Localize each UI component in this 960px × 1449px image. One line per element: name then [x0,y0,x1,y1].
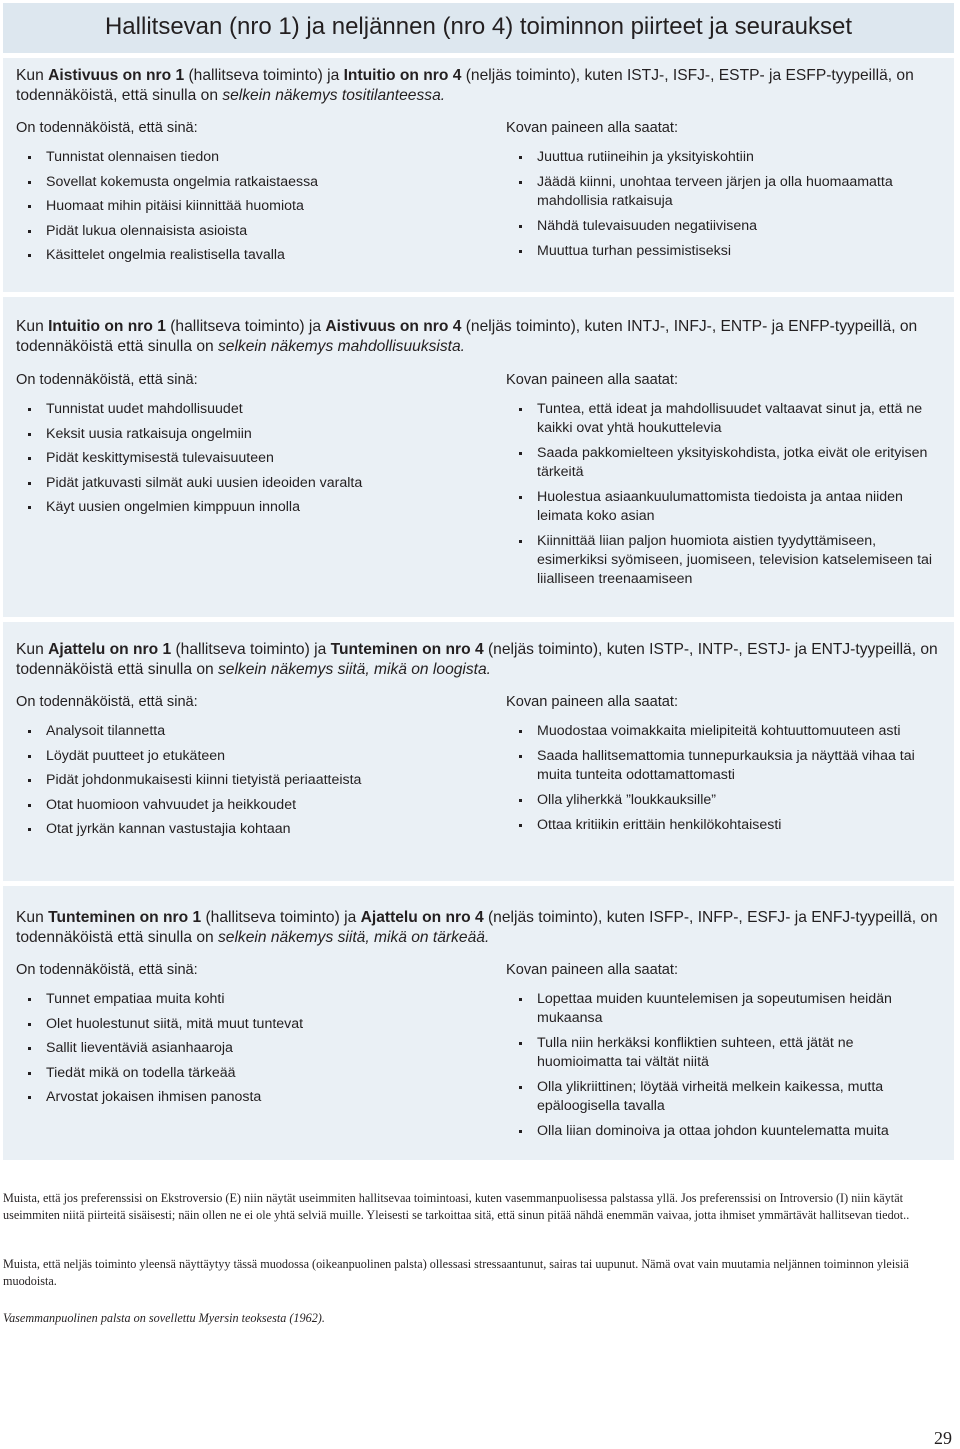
list-item: Jäädä kiinni, unohtaa terveen järjen ja olla huomaamatta mahdollisia ratkaisuja [507,173,917,211]
traits-list [16,990,491,1107]
list-item: Huomaat mihin pitäisi kiinnittää huomiota [16,197,491,216]
traits-list [16,148,491,265]
list-item: Ottaa kritiikin erittäin henkilökohtaisesti [507,816,932,835]
list-item: Tulla niin herkäksi konfliktien suhteen, että jätät ne huomioimatta tai vältät niitä [507,1034,927,1072]
list-item: Keksit uusia ratkaisuja ongelmiin [16,425,491,444]
section-intuition [3,297,954,617]
list-item: Olla yliherkkä ”loukkauksille” [507,791,932,810]
right-column-heading: Kovan paineen alla saatat: [506,372,679,388]
section-intro: Kun Intuitio on nro 1 (hallitseva toiminto) ja Aistivuus on nro 4 (neljäs toiminto), kuten INTJ-, INFJ-, ENTP- ja ENFP-tyypeillä, on todennäköistä että sinulla on selkein näkemys mahdollisuuksista. [16,318,918,355]
list-item: Olla liian dominoiva ja ottaa johdon kuuntelematta muita [507,1122,927,1141]
list-item: Saada hallitsemattomia tunnepurkauksia ja näyttää vihaa tai muita tunteita odottamattomasti [507,747,932,785]
traits-list [16,400,491,517]
stress-list [507,722,932,835]
section-thinking [3,622,954,881]
list-item: Pidät johdonmukaisesti kiinni tietyistä periaatteista [16,771,491,790]
list-item: Juuttua rutiineihin ja yksityiskohtiin [507,148,917,167]
page-number: 29 [934,1428,952,1448]
list-item: Sallit lieventäviä asianhaaroja [16,1039,491,1058]
list-item: Analysoit tilannetta [16,722,491,741]
list-item: Tiedät mikä on todella tärkeää [16,1064,491,1083]
list-item: Olet huolestunut siitä, mitä muut tuntevat [16,1015,491,1034]
list-item: Pidät lukua olennaisista asioista [16,222,491,241]
list-item: Tuntea, että ideat ja mahdollisuudet valtaavat sinut ja, että ne kaikki ovat yhtä houkuttelevia [507,400,947,438]
stress-list [507,990,927,1141]
list-item: Käsittelet ongelmia realistisella tavalla [16,246,491,265]
list-item: Tunnistat uudet mahdollisuudet [16,400,491,419]
traits-list [16,722,491,839]
list-item: Otat huomioon vahvuudet ja heikkoudet [16,796,491,815]
right-column-heading: Kovan paineen alla saatat: [506,962,679,978]
note-extraversion: Muista, että jos preferenssisi on Ekstroversio (E) niin näytät useimmiten hallitsevaa toimintoasi, kuten vasemmanpuolisessa palstassa yllä. Jos preferenssisi on Introversio (I) niin käytät useimmiten niitä piirteitä sisäisesti; näin ollen ne ei ole yhtä selviä muille. Yleisesti se tarkoittaa sitä, että sinun pitää nähdä enemmän vaivaa, jotta ihmiset ymmärtävät hallitsevan tiedot.. [3,1191,910,1222]
list-item: Saada pakkomielteen yksityiskohdista, jotka eivät ole erityisen tärkeitä [507,444,947,482]
page-title: Hallitsevan (nro 1) ja neljännen (nro 4) toiminnon piirteet ja seuraukset [104,13,853,40]
note-source: Vasemmanpuolinen palsta on sovellettu Myersin teoksesta (1962). [3,1311,325,1325]
section-intro: Kun Aistivuus on nro 1 (hallitseva toiminto) ja Intuitio on nro 4 (neljäs toiminto), kuten ISTJ-, ISFJ-, ESTP- ja ESFP-tyypeillä, on todennäköistä, että sinulla on selkein näkemys tositilanteessa. [16,67,914,104]
list-item: Tunnistat olennaisen tiedon [16,148,491,167]
left-column-heading: On todennäköistä, että sinä: [16,372,198,388]
list-item: Muuttua turhan pessimistiseksi [507,242,917,261]
right-column-heading: Kovan paineen alla saatat: [506,120,679,136]
list-item: Löydät puutteet jo etukäteen [16,747,491,766]
section-intro: Kun Tunteminen on nro 1 (hallitseva toiminto) ja Ajattelu on nro 4 (neljäs toiminto), kuten ISFP-, INFP-, ESFJ- ja ENFJ-tyypeillä, on todennäköistä että sinulla on selkein näkemys siitä, mikä on tärkeää. [16,909,938,946]
list-item: Pidät keskittymisestä tulevaisuuteen [16,449,491,468]
right-column-heading: Kovan paineen alla saatat: [506,694,679,710]
section-feeling [3,886,954,1160]
list-item: Käyt uusien ongelmien kimppuun innolla [16,498,491,517]
list-item: Olla ylikriittinen; löytää virheitä melkein kaikessa, mutta epäloogisella tavalla [507,1078,927,1116]
list-item: Nähdä tulevaisuuden negatiivisena [507,217,917,236]
list-item: Sovellat kokemusta ongelmia ratkaistaessa [16,173,491,192]
list-item: Otat jyrkän kannan vastustajia kohtaan [16,820,491,839]
title-banner [3,3,954,53]
section-sensing [3,58,954,292]
list-item: Pidät jatkuvasti silmät auki uusien ideoiden varalta [16,474,491,493]
left-column-heading: On todennäköistä, että sinä: [16,962,198,978]
left-column-heading: On todennäköistä, että sinä: [16,120,198,136]
list-item: Tunnet empatiaa muita kohti [16,990,491,1009]
section-intro: Kun Ajattelu on nro 1 (hallitseva toiminto) ja Tunteminen on nro 4 (neljäs toiminto), kuten ISTP-, INTP-, ESTJ- ja ENTJ-tyypeillä, on todennäköistä että sinulla on selkein näkemys siitä, mikä on loogista. [16,641,938,678]
list-item: Lopettaa muiden kuuntelemisen ja sopeutumisen heidän mukaansa [507,990,927,1028]
list-item: Arvostat jokaisen ihmisen panosta [16,1088,491,1107]
stress-list [507,400,947,589]
note-fourth-function: Muista, että neljäs toiminto yleensä näyttäytyy tässä muodossa (oikeanpuolinen palsta) ollessasi stressaantunut, sairas tai uupunut. Nämä ovat vain muutamia neljännen toiminnon yleisiä muodoista. [3,1257,909,1288]
left-column-heading: On todennäköistä, että sinä: [16,694,198,710]
list-item: Huolestua asiaankuulumattomista tiedoista ja antaa niiden leimata koko asian [507,488,947,526]
list-item: Muodostaa voimakkaita mielipiteitä kohtuuttomuuteen asti [507,722,932,741]
list-item: Kiinnittää liian paljon huomiota aistien tyydyttämiseen, esimerkiksi syömiseen, juomiseen, television katselemiseen tai liialliseen treenaamiseen [507,532,947,589]
stress-list [507,148,917,261]
